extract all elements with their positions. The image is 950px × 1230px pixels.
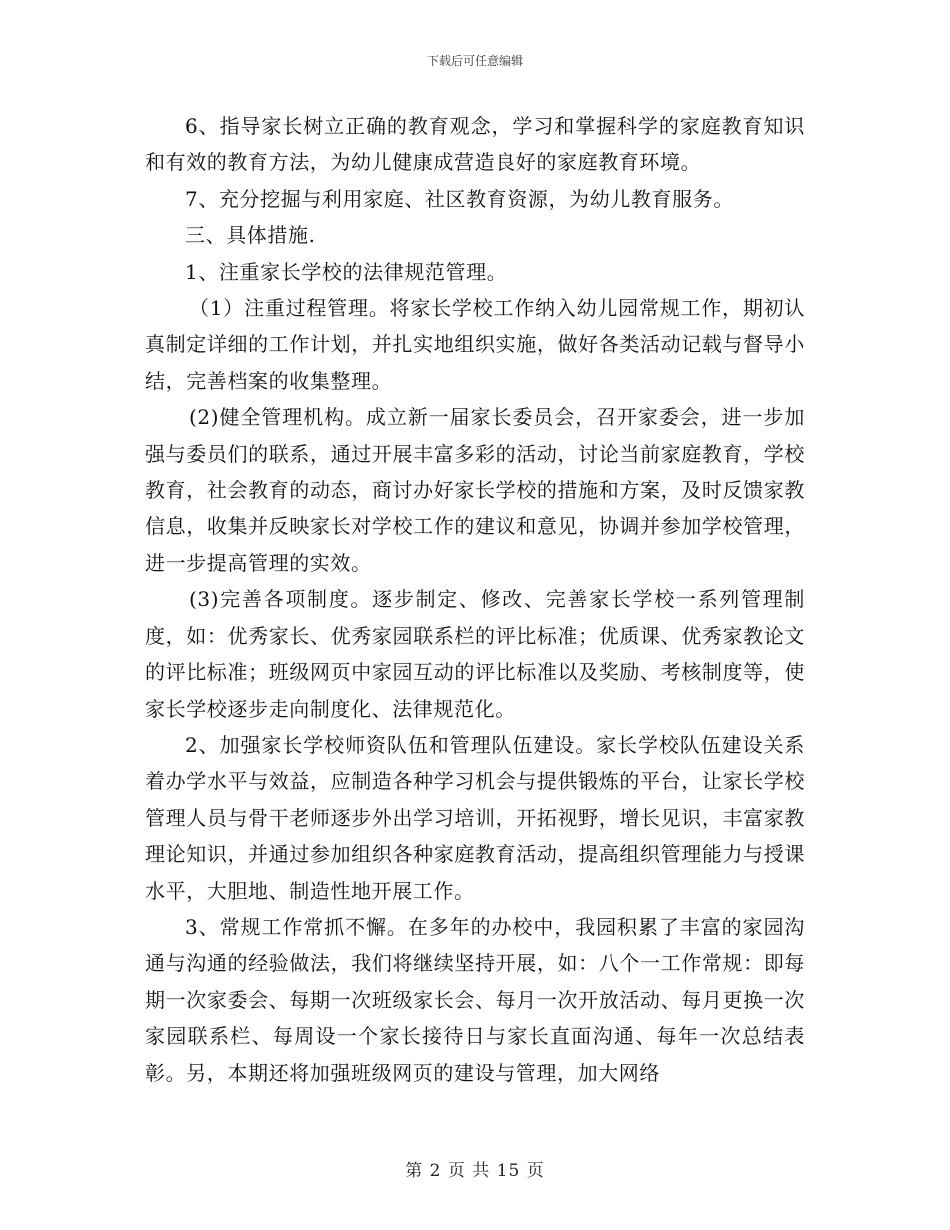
paragraph-teaching-staff: 2、加强家长学校师资队伍和管理队伍建设。家长学校队伍建设关系着办学水平与效益，应制造各种学习机会与提供锻炼的平台，让家长学校管理人员与骨干老师逐步外出学习培训，开拓视野，增长见识，丰富家教理论知识，并通过参加组织各种家庭教育活动，提高组织管理能力与授课水平，大胆地、制造性地开展工作。 <box>145 732 805 903</box>
subheading-legal-management: 1、注重家长学校的法律规范管理。 <box>185 259 508 284</box>
paragraph-process-management: （1）注重过程管理。将家长学校工作纳入幼儿园常规工作，期初认真制定详细的工作计划，并扎实地组织实施，做好各类活动记载与督导小结，完善档案的收集整理。 <box>145 296 805 393</box>
paragraph-item-6: 6、指导家长树立正确的教育观念，学习和掌握科学的家庭教育知识和有效的教育方法，为幼儿健康成营造良好的家庭教育环境。 <box>145 114 805 175</box>
paragraph-routine-work: 3、常规工作常抓不懈。在多年的办校中，我园积累了丰富的家园沟通与沟通的经验做法，我们将继续坚持开展，如：八个一工作常规：即每期一次家委会、每期一次班级家长会、每月一次开放活动、每月更换一次家园联系栏、每周设一个家长接待日与家长直面沟通、每年一次总结表彰。另，本期还将加强班级网页的建设与管理，加大网络 <box>145 914 805 1085</box>
paragraph-item-7: 7、充分挖掘与利用家庭、社区教育资源，为幼儿教育服务。 <box>185 186 734 211</box>
paragraph-management-body: (2)健全管理机构。成立新一届家长委员会，召开家委会，进一步加强与委员们的联系，通过开展丰富多彩的活动，讨论当前家庭教育，学校教育，社会教育的动态，商讨办好家长学校的措施和方案，及时反馈家教信息，收集并反映家长对学校工作的建议和意见，协调并参加学校管理，进一步提高管理的实效。 <box>145 405 805 575</box>
paragraph-systems: (3)完善各项制度。逐步制定、修改、完善家长学校一系列管理制度，如：优秀家长、优秀家园联系栏的评比标准；优质课、优秀家教论文的评比标准；班级网页中家园互动的评比标准以及奖励、考核制度等，使家长学校逐步走向制度化、法律规范化。 <box>145 587 805 721</box>
document-body <box>145 108 805 1091</box>
section-heading-measures: 三、具体措施. <box>185 223 316 248</box>
page-header-note: 下载后可任意编辑 <box>426 54 523 68</box>
page-number: 第 2 页 共 15 页 <box>405 1161 545 1181</box>
